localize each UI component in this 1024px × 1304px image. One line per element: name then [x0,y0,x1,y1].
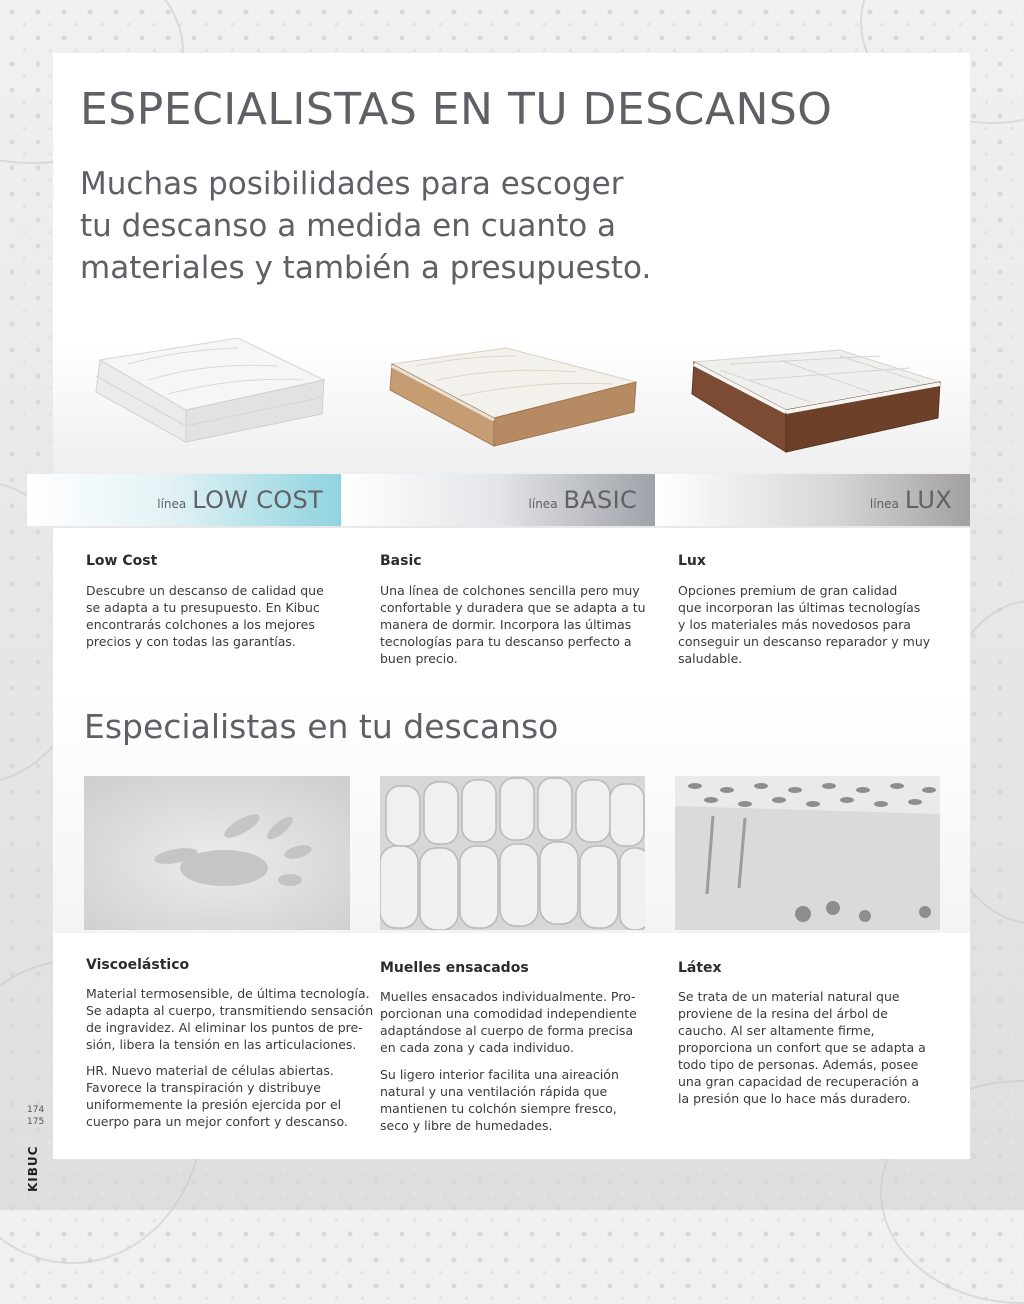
line-text-lux: Opciones premium de gran calidad que incorporan las últimas tecnologías y los materiales más novedosos para conseguir un descanso reparador y muy saludable. [678,583,931,666]
line-heading-low-cost: Low Cost [86,553,158,569]
pocket-springs-photo [380,776,645,930]
line-banner-basic: línea BASIC [341,474,655,526]
material-text-hr: HR. Nuevo material de células abiertas. Favorece la transpiración y distribuye uniformemente la presión ejercida por el cuerpo para un mejor confort y descanso. [86,1063,348,1129]
viscoelastic-foam-photo [84,776,350,930]
page-title: ESPECIALISTAS EN TU DESCANSO [80,84,833,135]
line-heading-lux: Lux [678,553,706,569]
material-heading-viscoelastic: Viscoelástico [86,957,190,973]
line-text-basic: Una línea de colchones sencilla pero muy confortable y duradera que se adapta a tu manera de dormir. Incorpora las últimas tecnologías para tu descanso perfecto a buen precio. [380,583,646,666]
mattress-basic-image [386,342,640,452]
line-banner-lux: línea LUX [655,474,970,526]
material-heading-pocket-springs: Muelles ensacados [380,960,529,976]
page-subtitle: Muchas posibilidades para escoger tu descanso a medida en cuanto a materiales y también a presupuesto. [80,166,652,286]
section-title: Especialistas en tu descanso [84,707,559,746]
material-text-pocket-springs-interior: Su ligero interior facilita una aireación natural y una ventilación rápida que mantienen tu colchón siempre fresco, seco y libre de humedades. [380,1067,619,1133]
mattress-low-cost-image [88,330,328,450]
line-text-low-cost: Descubre un descanso de calidad que se adapta a tu presupuesto. En Kibuc encontrarás colchones a los mejores precios y con todas las garantías. [86,583,324,649]
line-heading-basic: Basic [380,553,422,569]
brand-logo-text: KIBUC [26,1145,40,1192]
latex-foam-photo [675,776,940,930]
page-numbers: 174 175 [27,1105,45,1127]
material-text-pocket-springs: Muelles ensacados individualmente. Pro- porcionan una comodidad independiente adaptándose al cuerpo de forma precisa en cada zona y cada individuo. [380,989,637,1055]
material-text-latex: Se trata de un material natural que proviene de la resina del árbol de caucho. Al ser altamente firme, proporciona un confort que se adapta a todo tipo de personas. Además, posee una gran capacidad de recuperación a la presión que lo hace más duradero. [678,989,926,1106]
material-heading-latex: Látex [678,960,722,976]
line-banner-low-cost: línea LOW COST [27,474,341,526]
material-text-viscoelastic: Material termosensible, de última tecnología. Se adapta al cuerpo, transmitiendo sensación de ingravidez. Al eliminar los puntos de pre- sión, libera la tensión en las articulaciones. [86,986,374,1052]
mattress-lux-image [690,348,944,458]
